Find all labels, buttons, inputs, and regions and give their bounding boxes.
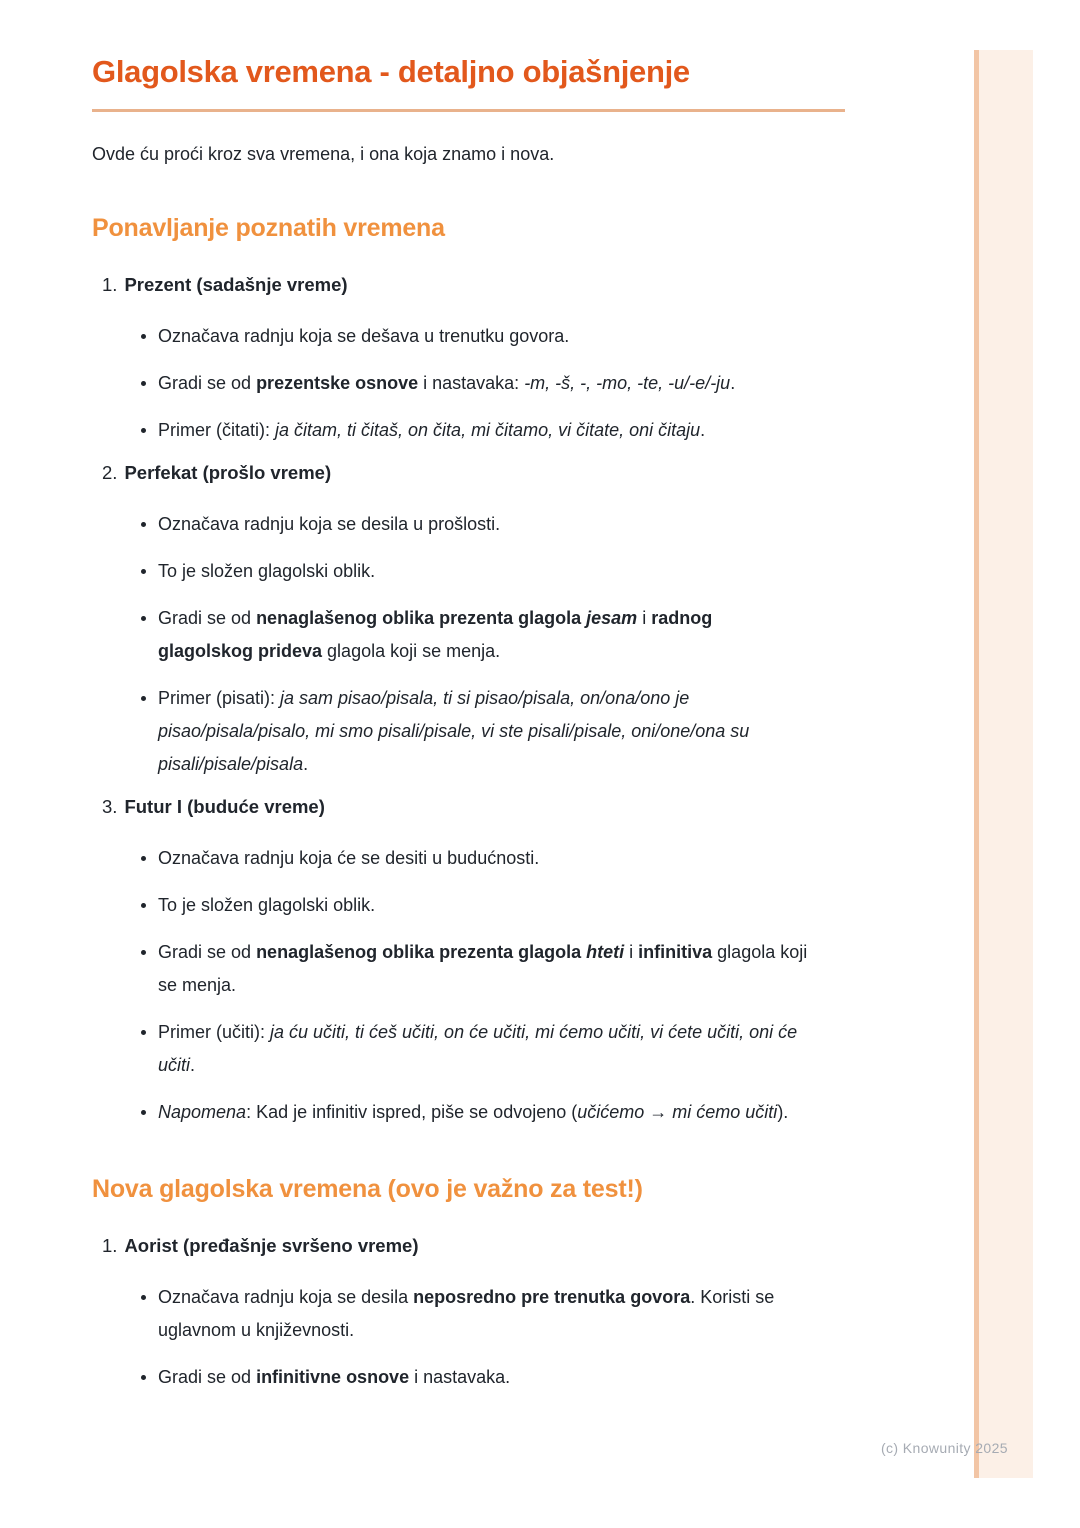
page-title: Glagolska vremena - detaljno objašnjenje bbox=[92, 54, 690, 89]
bullet-dot bbox=[141, 1030, 146, 1035]
text-run: To je složen glagolski oblik. bbox=[158, 895, 376, 915]
text-run: glagola koji se menja. bbox=[322, 641, 501, 661]
text-run: Primer (učiti): bbox=[158, 1022, 270, 1042]
bullet-item bbox=[158, 320, 808, 353]
bullet-text bbox=[158, 1287, 774, 1340]
bullet-dot bbox=[141, 522, 146, 527]
bullet-text bbox=[158, 373, 735, 393]
text-run: Gradi se od bbox=[158, 608, 257, 628]
text-run: učićemo → mi ćemo učiti bbox=[577, 1102, 778, 1122]
section-2 bbox=[92, 1174, 845, 1394]
bullet-dot bbox=[141, 381, 146, 386]
text-run: Primer (pisati): bbox=[158, 688, 281, 708]
bullet-item bbox=[158, 1281, 808, 1347]
numbered-item bbox=[92, 795, 845, 1129]
text-run: Označava radnju koja će se desiti u budućnosti. bbox=[158, 848, 540, 868]
bullet-list bbox=[158, 320, 808, 447]
text-run: Napomena bbox=[158, 1102, 247, 1122]
text-run: Gradi se od bbox=[158, 373, 257, 393]
numbered-item bbox=[92, 461, 845, 781]
text-run: Gradi se od bbox=[158, 1367, 257, 1387]
bullet-item bbox=[158, 367, 808, 400]
bullet-item bbox=[158, 1016, 808, 1082]
item-title bbox=[92, 461, 845, 485]
bullet-text bbox=[158, 848, 539, 868]
bullet-text bbox=[158, 326, 569, 346]
text-run: . bbox=[730, 373, 736, 393]
text-run: ja ću učiti, ti ćeš učiti, on će učiti, mi ćemo učiti, vi ćete učiti, oni će učiti bbox=[158, 1022, 798, 1075]
bullet-item bbox=[158, 936, 808, 1002]
section-heading: Ponavljanje poznatih vremena bbox=[92, 214, 445, 242]
bullet-dot bbox=[141, 1110, 146, 1115]
text-run: radnog glagolskog prideva bbox=[158, 608, 713, 661]
bullet-text bbox=[158, 608, 712, 661]
bullet-item bbox=[158, 508, 808, 541]
document-content bbox=[92, 54, 845, 1408]
text-run: glagola koji se menja. bbox=[158, 942, 808, 995]
bullet-dot bbox=[141, 856, 146, 861]
item-heading: Prezent (sadašnje vreme) bbox=[124, 274, 348, 295]
bullet-list bbox=[158, 842, 808, 1129]
page-edge-stripe bbox=[974, 50, 1033, 1478]
bullet-text bbox=[158, 1102, 788, 1122]
numbered-item bbox=[92, 273, 845, 447]
sections-container bbox=[92, 213, 845, 1394]
text-run: i bbox=[624, 942, 639, 962]
item-heading: Aorist (pređašnje svršeno vreme) bbox=[124, 1235, 419, 1256]
item-heading: Perfekat (prošlo vreme) bbox=[124, 462, 332, 483]
text-run: : Kad je infinitiv ispred, piše se odvojeno ( bbox=[246, 1102, 578, 1122]
bullet-dot bbox=[141, 616, 146, 621]
text-run: -m, -š, -, -mo, -te, -u/-e/-ju bbox=[524, 373, 731, 393]
title-underline bbox=[92, 109, 845, 112]
bullet-dot bbox=[141, 950, 146, 955]
text-run: . Koristi se uglavnom u književnosti. bbox=[158, 1287, 775, 1340]
item-title bbox=[92, 1234, 845, 1258]
text-run: Gradi se od bbox=[158, 942, 257, 962]
text-run: Označava radnju koja se desila bbox=[158, 1287, 414, 1307]
item-number: 1. bbox=[102, 1235, 118, 1256]
bullet-text bbox=[158, 514, 500, 534]
bullet-text bbox=[158, 895, 375, 915]
copyright-watermark: (c) Knowunity 2025 bbox=[880, 1440, 1008, 1456]
bullet-text bbox=[158, 942, 807, 995]
text-run: . bbox=[700, 420, 706, 440]
item-number: 3. bbox=[102, 796, 118, 817]
text-run: ja sam pisao/pisala, ti si pisao/pisala, on/ona/ono je pisao/pisala/pisalo, mi smo pisali/pisale, vi ste pisali/pisale, oni/one/ona su pisali/pisale/pisala bbox=[158, 688, 750, 774]
bullet-item bbox=[158, 1361, 808, 1394]
bullet-item bbox=[158, 414, 808, 447]
text-run: . bbox=[190, 1055, 196, 1075]
text-run: i bbox=[637, 608, 652, 628]
text-run: prezentske osnove bbox=[256, 373, 419, 393]
item-heading: Futur I (buduće vreme) bbox=[124, 796, 325, 817]
text-run: To je složen glagolski oblik. bbox=[158, 561, 376, 581]
text-run: infinitiva bbox=[638, 942, 713, 962]
bullet-dot bbox=[141, 696, 146, 701]
text-run: Primer (čitati): bbox=[158, 420, 275, 440]
bullet-item bbox=[158, 682, 808, 781]
bullet-list bbox=[158, 1281, 808, 1394]
text-run: hteti bbox=[586, 942, 625, 962]
text-run: Označava radnju koja se desila u prošlosti. bbox=[158, 514, 501, 534]
bullet-list bbox=[158, 508, 808, 781]
text-run: ). bbox=[777, 1102, 789, 1122]
bullet-text bbox=[158, 1367, 510, 1387]
bullet-dot bbox=[141, 569, 146, 574]
bullet-item bbox=[158, 842, 808, 875]
bullet-text bbox=[158, 1022, 797, 1075]
numbered-item bbox=[92, 1234, 845, 1394]
bullet-text bbox=[158, 688, 749, 774]
bullet-item bbox=[158, 602, 808, 668]
bullet-item bbox=[158, 889, 808, 922]
text-run: i nastavaka: bbox=[418, 373, 525, 393]
bullet-dot bbox=[141, 428, 146, 433]
numbered-list bbox=[92, 273, 845, 1129]
text-run: nenaglašenog oblika prezenta glagola bbox=[256, 942, 587, 962]
section-1 bbox=[92, 213, 845, 1129]
numbered-list bbox=[92, 1234, 845, 1394]
text-run: nenaglašenog oblika prezenta glagola bbox=[256, 608, 587, 628]
section-heading: Nova glagolska vremena (ovo je važno za test!) bbox=[92, 1175, 643, 1203]
bullet-dot bbox=[141, 1375, 146, 1380]
bullet-dot bbox=[141, 903, 146, 908]
item-number: 2. bbox=[102, 462, 118, 483]
bullet-text bbox=[158, 561, 375, 581]
bullet-dot bbox=[141, 1295, 146, 1300]
item-number: 1. bbox=[102, 274, 118, 295]
text-run: . bbox=[303, 754, 309, 774]
text-run: i nastavaka. bbox=[409, 1367, 511, 1387]
bullet-text bbox=[158, 420, 705, 440]
bullet-item bbox=[158, 1096, 808, 1129]
text-run: jesam bbox=[586, 608, 638, 628]
text-run: neposredno pre trenutka govora bbox=[413, 1287, 691, 1307]
item-title bbox=[92, 273, 845, 297]
bullet-dot bbox=[141, 334, 146, 339]
intro-paragraph: Ovde ću proći kroz sva vremena, i ona koja znamo i nova. bbox=[92, 144, 555, 164]
item-title bbox=[92, 795, 845, 819]
text-run: ja čitam, ti čitaš, on čita, mi čitamo, vi čitate, oni čitaju bbox=[275, 420, 701, 440]
text-run: Označava radnju koja se dešava u trenutku govora. bbox=[158, 326, 570, 346]
bullet-item bbox=[158, 555, 808, 588]
text-run: infinitivne osnove bbox=[256, 1367, 410, 1387]
